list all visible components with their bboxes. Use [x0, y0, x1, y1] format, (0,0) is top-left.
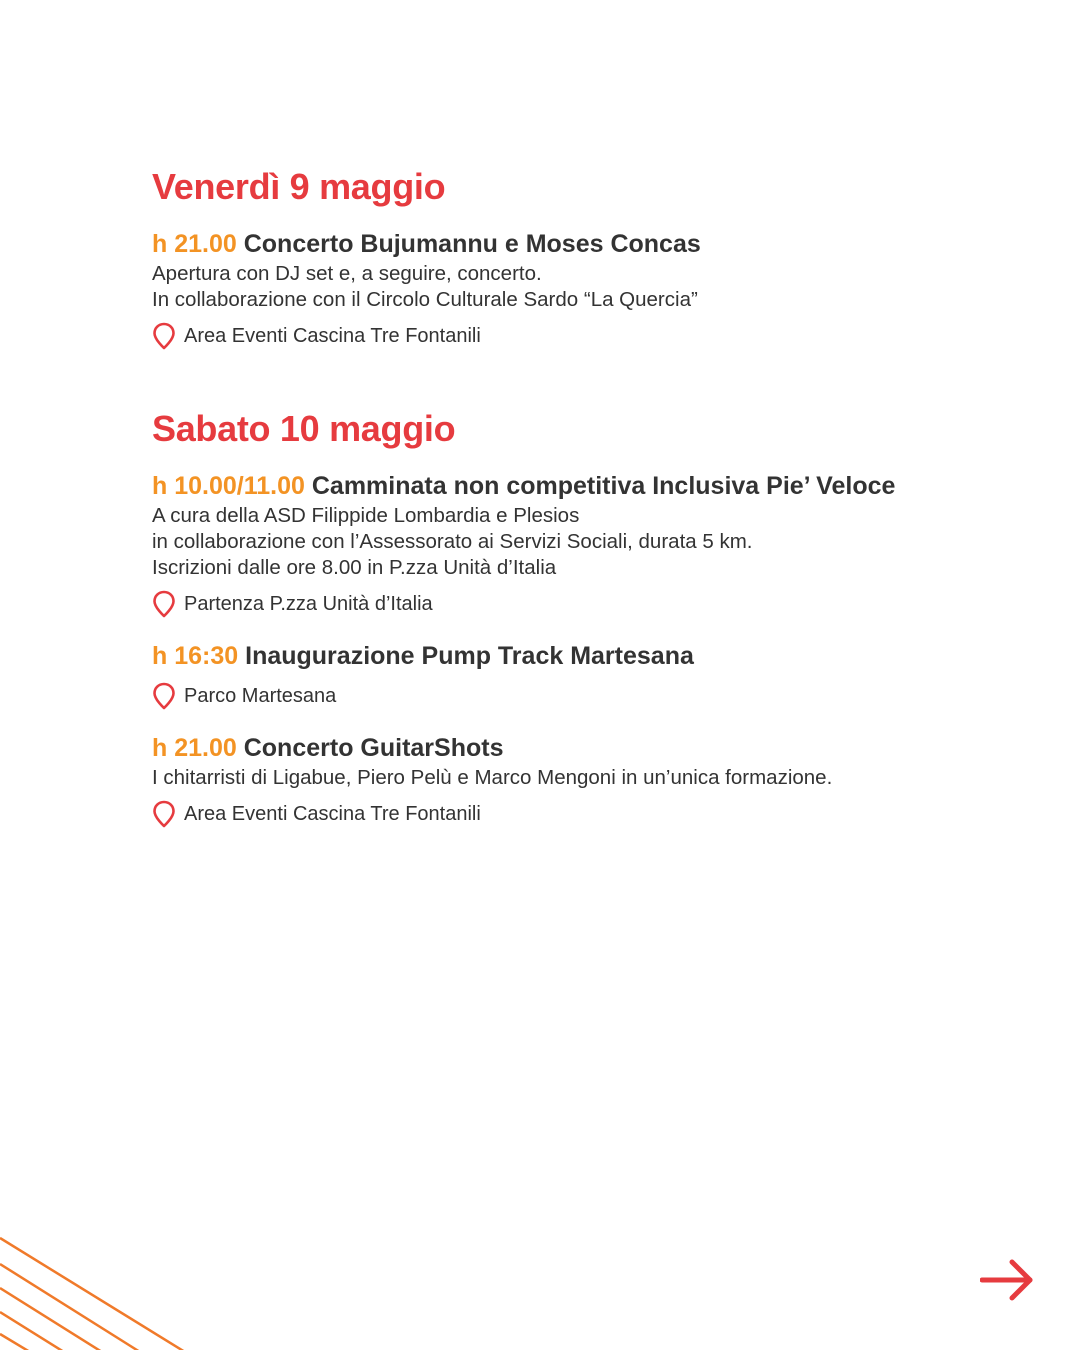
event-location [152, 589, 1052, 619]
day-section-saturday [152, 407, 1052, 829]
schedule [152, 165, 1052, 885]
event-description-line: in collaborazione con l’Assessorato ai Servizi Sociali, durata 5 km. [152, 530, 753, 553]
event-location-label: Partenza P.zza Unità d’Italia [184, 593, 433, 615]
event-description [152, 765, 1052, 791]
event-description [152, 261, 1052, 313]
map-pin-icon [152, 322, 176, 350]
event-time: h 21.00 [152, 734, 237, 762]
map-pin-icon [152, 682, 176, 710]
event-heading [152, 639, 1052, 673]
event-heading [152, 731, 1052, 765]
event-time: h 16:30 [152, 642, 239, 670]
event-title: Concerto GuitarShots [243, 734, 504, 762]
event-location [152, 799, 1052, 829]
event-description-line: A cura della ASD Filippide Lombardia e Plesios [152, 504, 580, 527]
event-item [152, 227, 1052, 351]
event-location [152, 321, 1052, 351]
event-location [152, 681, 1052, 711]
event-title: Camminata non competitiva Inclusiva Pie’ Veloce [311, 472, 896, 500]
event-time: h 10.00/11.00 [152, 472, 305, 500]
event-description [152, 503, 1052, 581]
day-title: Venerdì 9 maggio [152, 166, 446, 207]
event-item [152, 731, 1052, 829]
day-section-friday [152, 165, 1052, 351]
event-heading [152, 227, 1052, 261]
event-time: h 21.00 [152, 230, 237, 258]
event-item [152, 469, 1052, 619]
event-location-label: Area Eventi Cascina Tre Fontanili [184, 325, 481, 347]
decorative-stripes [0, 1230, 200, 1350]
event-description-line: I chitarristi di Ligabue, Piero Pelù e Marco Mengoni in un’unica formazione. [152, 766, 833, 789]
event-title: Concerto Bujumannu e Moses Concas [243, 230, 701, 258]
arrow-right-icon[interactable] [980, 1258, 1036, 1302]
event-item [152, 639, 1052, 711]
event-location-label: Area Eventi Cascina Tre Fontanili [184, 803, 481, 825]
map-pin-icon [152, 590, 176, 618]
event-title: Inaugurazione Pump Track Martesana [245, 642, 694, 670]
day-title: Sabato 10 maggio [152, 408, 456, 449]
event-location-label: Parco Martesana [184, 685, 337, 707]
event-description-line: Iscrizioni dalle ore 8.00 in P.zza Unità d’Italia [152, 556, 557, 579]
event-description-line: Apertura con DJ set e, a seguire, concerto. [152, 262, 542, 285]
event-description-line: In collaborazione con il Circolo Culturale Sardo “La Quercia” [152, 288, 698, 311]
event-heading [152, 469, 1052, 503]
map-pin-icon [152, 800, 176, 828]
